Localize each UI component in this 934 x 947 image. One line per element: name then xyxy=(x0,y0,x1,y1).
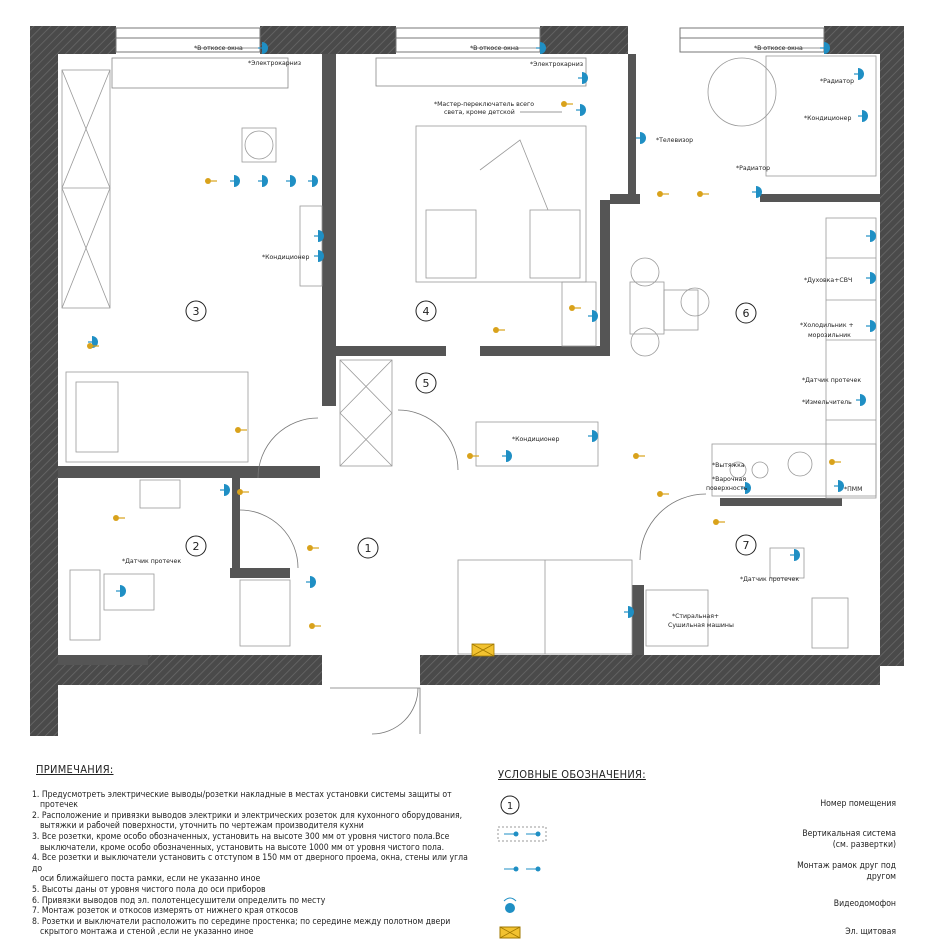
legend-item-stacked-frames xyxy=(636,861,896,883)
label-oven: *Духовка+СВЧ xyxy=(804,277,853,284)
label-pmm: *ПММ xyxy=(844,486,863,493)
label-hood: *Вытяжка xyxy=(712,462,745,469)
room-3: 3 xyxy=(192,305,200,318)
radiators xyxy=(112,58,586,88)
svg-text:1: 1 xyxy=(506,801,514,812)
notes-title: ПРИМЕЧАНИЯ: xyxy=(36,763,114,776)
label-leak-2: *Датчик протечек xyxy=(122,558,182,565)
label-cornice-2: *Электрокарниз xyxy=(530,61,584,68)
legend-line: Монтаж рамок друг под xyxy=(797,861,896,871)
label-window-1: *В откосе окна xyxy=(194,45,243,52)
label-hob-1: *Варочная xyxy=(712,476,747,483)
legend-line: Вертикальная система xyxy=(802,829,896,839)
label-master-1: *Мастер-переключатель всего xyxy=(434,101,535,108)
label-grinder: *Измельчитель xyxy=(802,399,852,406)
label-window-3: *В откосе окна xyxy=(754,45,803,52)
note-line: скрытого монтажа и стеной ,если не указанно иное xyxy=(40,927,254,938)
notes-list xyxy=(30,790,470,938)
legend-title: УСЛОВНЫЕ ОБОЗНАЧЕНИЯ: xyxy=(498,768,646,781)
label-leak-3: *Датчик протечек xyxy=(740,576,800,583)
label-window-2: *В откосе окна xyxy=(470,45,519,52)
label-fridge-2: морозильник xyxy=(808,332,851,339)
label-fridge-1: *Холодильник + xyxy=(800,322,854,329)
label-cornice-1: *Электрокарниз xyxy=(248,60,302,67)
room-2: 2 xyxy=(192,540,200,553)
vertical-system-symbol xyxy=(496,825,556,849)
note-line: 3. Все розетки, кроме особо обозначенных, установить на высоте 300 мм от уровня чистого пола.Все xyxy=(32,831,450,842)
sockets xyxy=(88,42,876,618)
label-washer-1: *Стиральная+ xyxy=(672,613,720,620)
room-number-symbol xyxy=(496,793,556,817)
note-line: оси ближайшего поста рамки, если не указанно иное xyxy=(40,874,261,885)
outer-walls xyxy=(30,26,904,736)
interior-walls xyxy=(58,54,880,665)
label-ac-1: *Кондиционер xyxy=(804,115,852,122)
label-radiator-1: *Радиатор xyxy=(820,78,855,85)
label-ac-3: *Кондиционер xyxy=(512,436,560,443)
label-ac-2: *Кондиционер xyxy=(262,254,310,261)
room-4: 4 xyxy=(422,305,430,318)
legend-line: другом xyxy=(866,872,896,882)
legend-item-room-number: Номер помещения xyxy=(820,799,896,809)
label-tv: *Телевизор xyxy=(656,137,694,144)
note-line: 2. Расположение и привязки выводов электрики и электрических розеток для кухонного оборудования, xyxy=(32,810,463,821)
notes-section xyxy=(30,765,470,938)
note-line: 6. Привязки выводов под эл. полотенцесушители определить по месту xyxy=(32,895,326,906)
stacked-frames-symbol xyxy=(496,861,556,885)
videointercom-symbol xyxy=(496,895,556,919)
label-washer-2: Сушильная машины xyxy=(668,622,734,629)
legend-section xyxy=(496,768,906,937)
note-line: 5. Высоты даны от уровня чистого пола до оси приборов xyxy=(32,884,266,895)
legend-line: (см. развертки) xyxy=(832,840,896,850)
note-line: вытяжки и рабочей поверхности, уточнить по чертежам производителя кухни xyxy=(40,821,364,832)
legend-item-electrical-panel: Эл. щитовая xyxy=(845,927,896,937)
label-hob-2: поверхность xyxy=(706,485,748,492)
electrical-panel-symbol xyxy=(496,923,556,947)
label-radiator-2: *Радиатор xyxy=(736,165,771,172)
note-line: протечек xyxy=(40,800,78,811)
label-master-2: света, кроме детской xyxy=(444,109,515,116)
legend-item-videointercom: Видеодомофон xyxy=(833,899,896,909)
room-6: 6 xyxy=(742,307,750,320)
room-5: 5 xyxy=(422,377,430,390)
legend-item-vertical-system xyxy=(636,829,896,851)
note-line: 8. Розетки и выключатели расположить по середине простенка; по середине между полотном двери xyxy=(32,916,451,927)
room-7: 7 xyxy=(742,539,750,552)
note-line: выключатели, кроме особо обозначенных, установить на высоте 1000 мм от уровня чистого пола. xyxy=(40,842,445,853)
note-line: 4. Все розетки и выключатели установить с отступом в 150 мм от дверного проема, окна, стены или угла до xyxy=(32,853,468,874)
room-1: 1 xyxy=(364,542,372,555)
label-leak-1: *Датчик протечек xyxy=(802,377,862,384)
note-line: 7. Монтаж розеток и откосов измерять от нижнего края откосов xyxy=(32,906,299,917)
furniture xyxy=(62,56,876,654)
note-line: 1. Предусмотреть электрические выводы/розетки накладные в местах установки системы защиты от xyxy=(32,789,452,800)
